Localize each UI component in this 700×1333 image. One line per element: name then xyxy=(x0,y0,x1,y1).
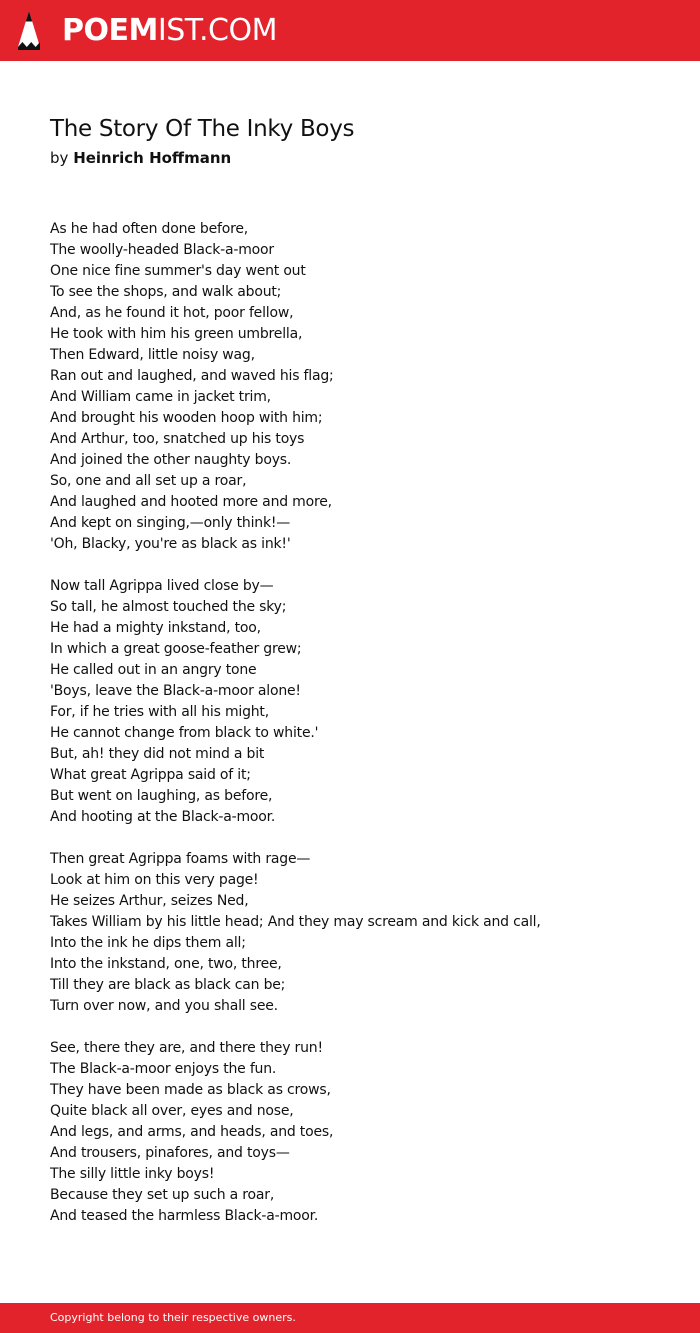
site-logo-link[interactable] xyxy=(16,8,277,54)
poem-line: Then great Agrippa foams with rage— xyxy=(50,851,311,867)
poem-title: The Story Of The Inky Boys xyxy=(50,116,355,142)
poem-line: 'Oh, Blacky, you're as black as ink!' xyxy=(50,536,291,552)
poem-line: And legs, and arms, and heads, and toes, xyxy=(50,1124,334,1140)
poem-stanza xyxy=(50,219,670,555)
poem-line: In which a great goose-feather grew; xyxy=(50,641,302,657)
poem-line: Turn over now, and you shall see. xyxy=(50,998,278,1014)
poem-line: The woolly-headed Black-a-moor xyxy=(50,242,274,258)
poem-line: And joined the other naughty boys. xyxy=(50,452,292,468)
poem-line: The Black-a-moor enjoys the fun. xyxy=(50,1061,277,1077)
poem-line: For, if he tries with all his might, xyxy=(50,704,269,720)
poem-line: And kept on singing,—only think!— xyxy=(50,515,291,531)
poem-line: Then Edward, little noisy wag, xyxy=(50,347,255,363)
poem-line: Into the ink he dips them all; xyxy=(50,935,246,951)
poem-byline xyxy=(50,149,231,167)
poem-line: And brought his wooden hoop with him; xyxy=(50,410,323,426)
poem-line: He seizes Arthur, seizes Ned, xyxy=(50,893,249,909)
poem-line: He called out in an angry tone xyxy=(50,662,257,678)
poem-line: Into the inkstand, one, two, three, xyxy=(50,956,282,972)
poem-line: What great Agrippa said of it; xyxy=(50,767,251,783)
logo-text-light: IST.COM xyxy=(157,13,277,48)
poem-line: Now tall Agrippa lived close by— xyxy=(50,578,274,594)
copyright-notice: Copyright belong to their respective owners. xyxy=(50,1311,296,1324)
poem-line: Look at him on this very page! xyxy=(50,872,259,888)
poem-stanza xyxy=(50,849,670,1017)
poem-line: The silly little inky boys! xyxy=(50,1166,215,1182)
poem-line: He took with him his green umbrella, xyxy=(50,326,303,342)
poem-line: And, as he found it hot, poor fellow, xyxy=(50,305,294,321)
poem-stanza xyxy=(50,576,670,828)
poem-line: Quite black all over, eyes and nose, xyxy=(50,1103,294,1119)
poem-line: And Arthur, too, snatched up his toys xyxy=(50,431,305,447)
poem-line: So tall, he almost touched the sky; xyxy=(50,599,287,615)
poem-line: They have been made as black as crows, xyxy=(50,1082,331,1098)
site-footer xyxy=(0,1303,700,1333)
poem-line: But, ah! they did not mind a bit xyxy=(50,746,265,762)
poem-stanza xyxy=(50,1038,670,1227)
poem-line: Because they set up such a roar, xyxy=(50,1187,275,1203)
poem-line: As he had often done before, xyxy=(50,221,249,237)
poem-line: Till they are black as black can be; xyxy=(50,977,286,993)
pencil-tip-icon xyxy=(16,9,42,53)
poem-line: 'Boys, leave the Black-a-moor alone! xyxy=(50,683,301,699)
poem-line: See, there they are, and there they run! xyxy=(50,1040,323,1056)
poem-line: And William came in jacket trim, xyxy=(50,389,271,405)
poem-body xyxy=(50,219,670,1248)
byline-prefix: by xyxy=(50,149,69,167)
poem-line: And trousers, pinafores, and toys— xyxy=(50,1145,290,1161)
site-header xyxy=(0,0,700,61)
poem-line: Ran out and laughed, and waved his flag; xyxy=(50,368,334,384)
poem-line: But went on laughing, as before, xyxy=(50,788,273,804)
poem-line: And laughed and hooted more and more, xyxy=(50,494,332,510)
poem-line: One nice fine summer's day went out xyxy=(50,263,306,279)
poem-line: So, one and all set up a roar, xyxy=(50,473,247,489)
site-logo-text xyxy=(62,13,277,48)
poem-line: He had a mighty inkstand, too, xyxy=(50,620,261,636)
poem-author: Heinrich Hoffmann xyxy=(73,149,232,167)
poem-line: And hooting at the Black-a-moor. xyxy=(50,809,276,825)
logo-text-bold: POEM xyxy=(62,13,158,48)
poem-line: And teased the harmless Black-a-moor. xyxy=(50,1208,319,1224)
poem-line: He cannot change from black to white.' xyxy=(50,725,319,741)
poem-line: To see the shops, and walk about; xyxy=(50,284,282,300)
poem-line: Takes William by his little head; And they may scream and kick and call, xyxy=(50,914,541,930)
